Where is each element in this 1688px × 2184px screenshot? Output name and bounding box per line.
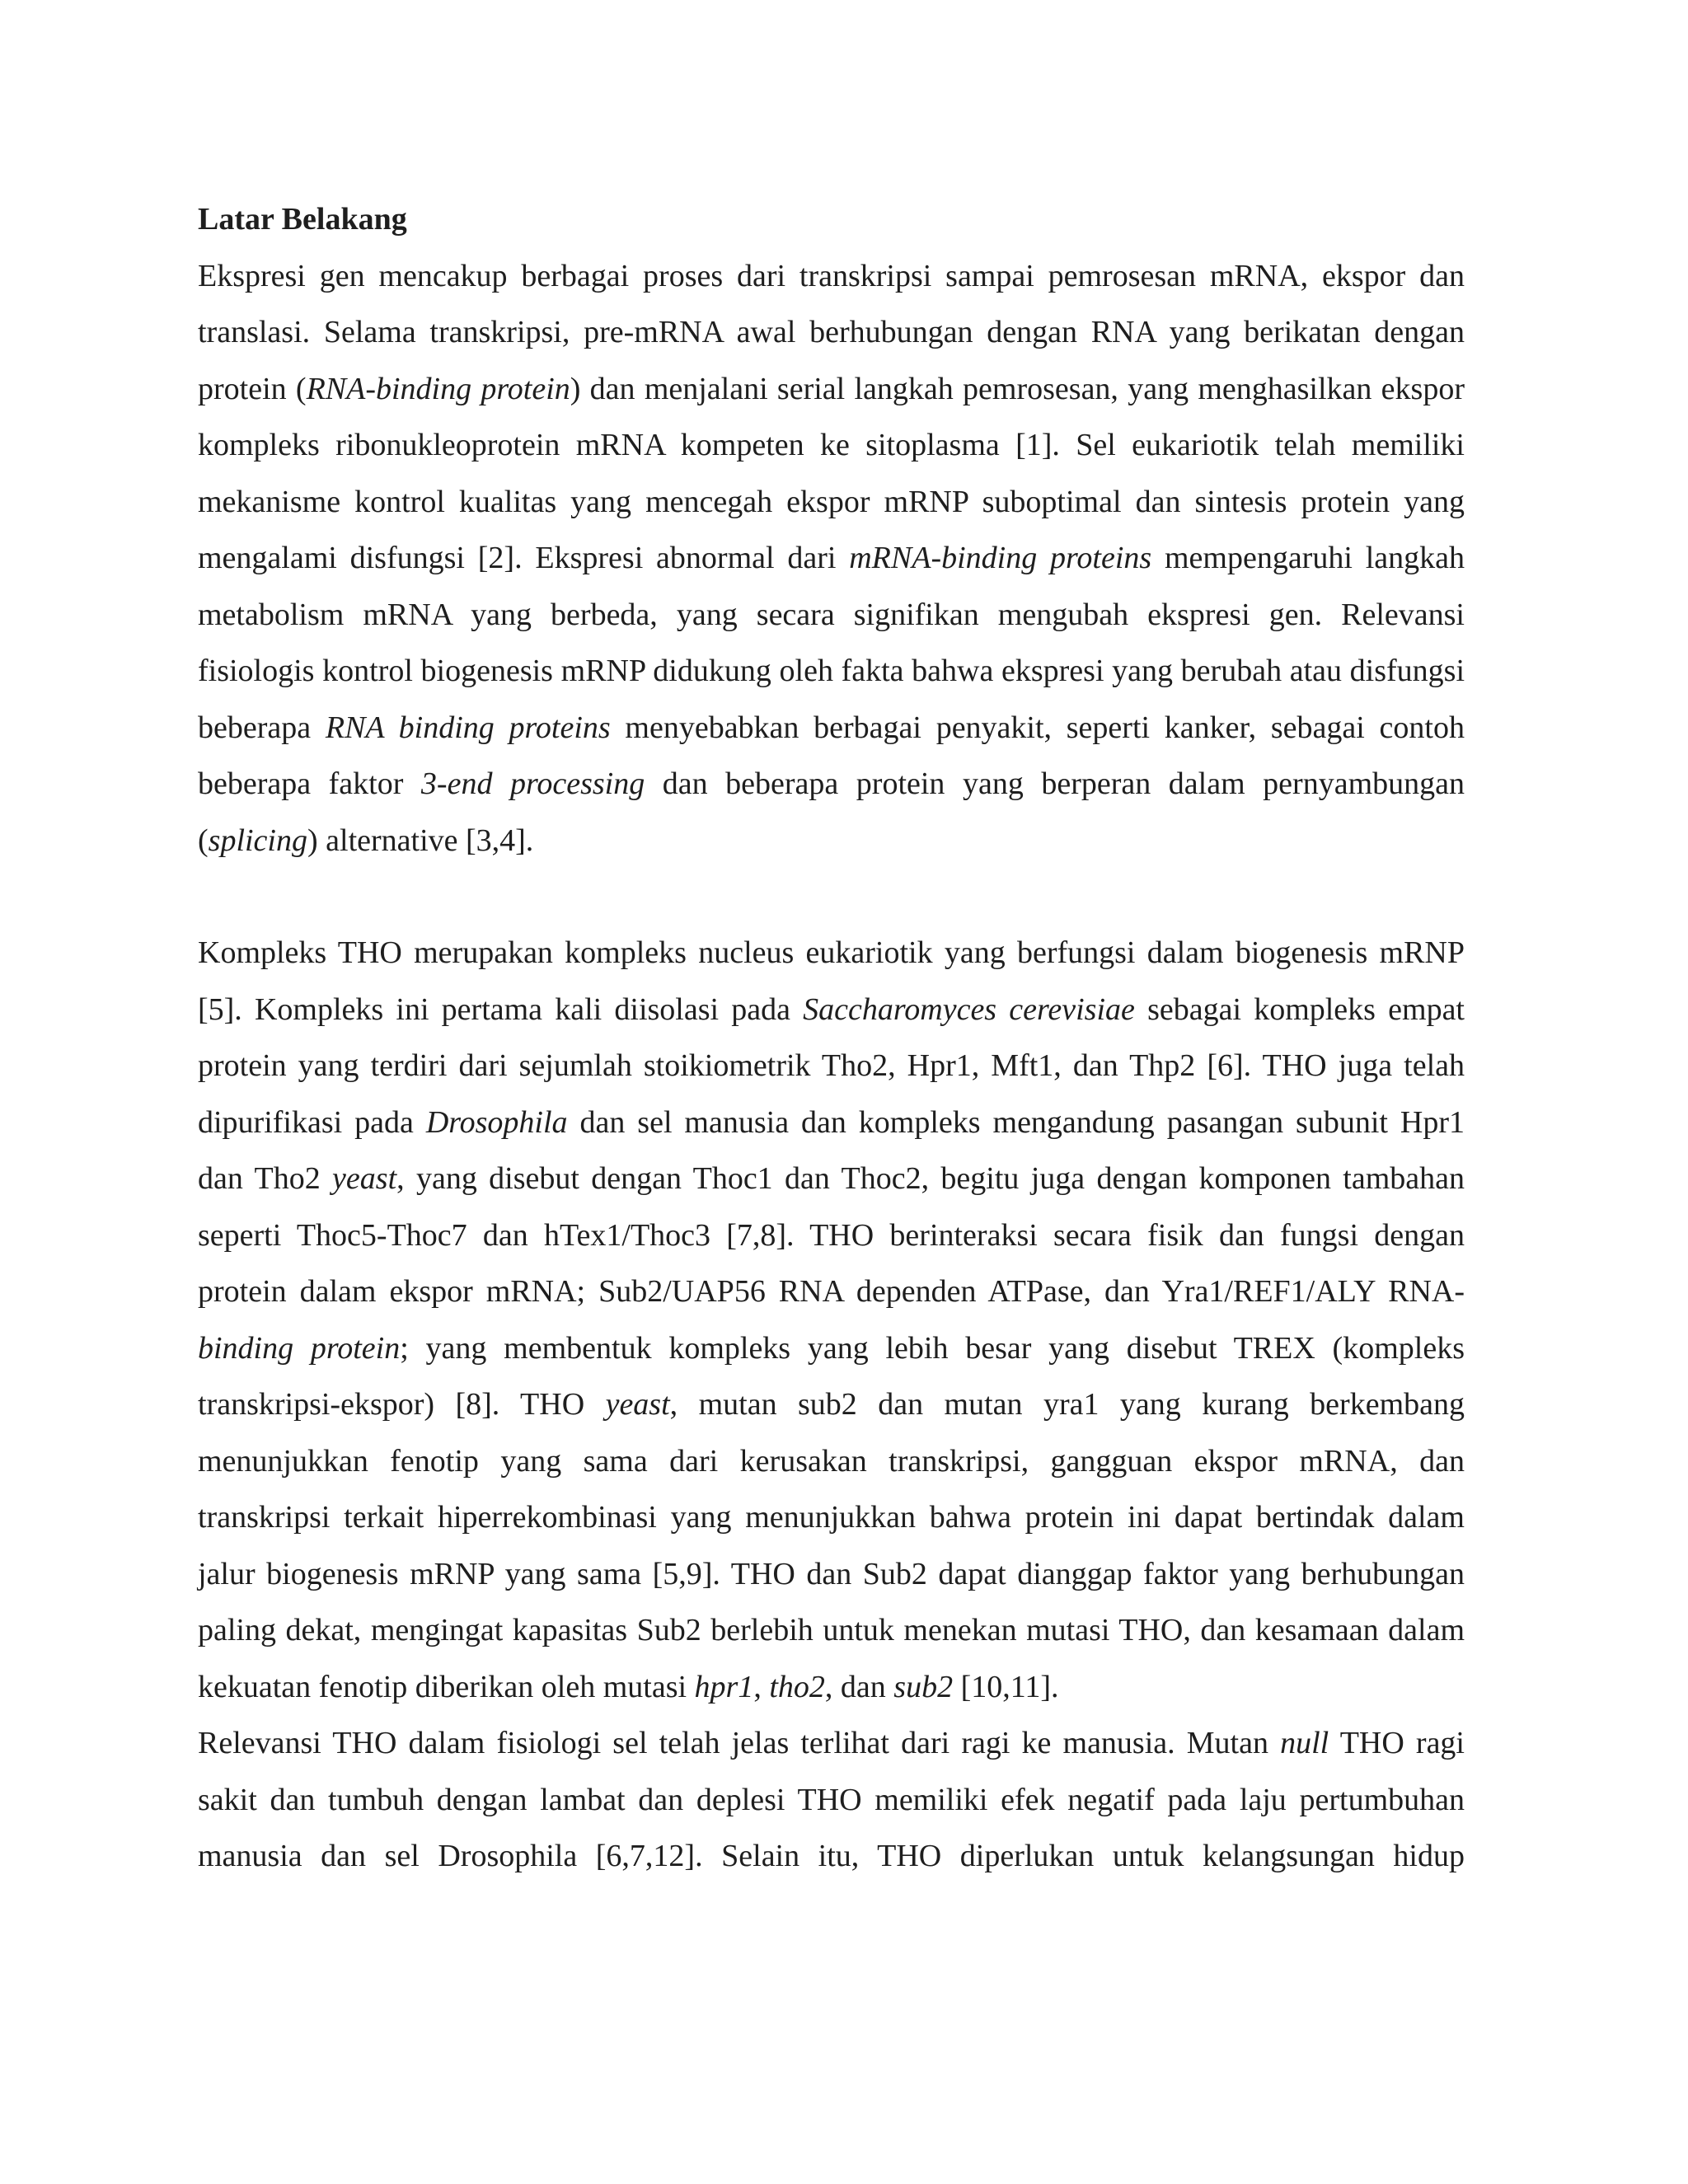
- text-run: Ekspresi gen mencakup berbagai proses dari transkripsi sampai pemrosesan mRNA, ekspor dan translasi. Selama transkripsi, pre-mRNA awal berhubungan dengan RNA yang berikatan dengan protein (: [198, 258, 1465, 406]
- text-run: dan beberapa protein yang berperan dalam pernyambungan (: [198, 766, 1465, 858]
- text-run: Kompleks THO merupakan kompleks nucleus eukariotik yang berfungsi dalam biogenesis mRNP [5]. Kompleks ini pertama kali diisolasi pada: [198, 935, 1465, 1027]
- italic-term: hpr1: [694, 1669, 754, 1704]
- italic-term: Drosophila: [425, 1104, 568, 1140]
- italic-term: 3-end processing: [420, 766, 645, 801]
- italic-term: RNA-binding protein: [306, 371, 570, 406]
- text-run: ,: [753, 1669, 770, 1704]
- italic-term: splicing: [208, 823, 307, 858]
- text-run: ) dan menjalani serial langkah pemrosesan, yang menghasilkan ekspor kompleks ribonukleoprotein mRNA kompeten ke sitoplasma [1]. Sel eukariotik telah memiliki mekanisme kontrol kualitas yang mencegah ekspor mRNP suboptimal dan sintesis protein yang mengalami disfungsi [2]. Ekspresi abnormal dari: [198, 371, 1465, 575]
- text-run: dan sel manusia dan kompleks mengandung pasangan subunit Hpr1 dan Tho2: [198, 1104, 1465, 1196]
- italic-term: binding protein: [198, 1330, 401, 1366]
- italic-term: sub2: [893, 1669, 954, 1704]
- text-run: menyebabkan berbagai penyakit, seperti kanker, sebagai contoh beberapa faktor: [198, 710, 1465, 801]
- paragraph-1: [198, 248, 1465, 869]
- italic-term: Saccharomyces cerevisiae: [803, 991, 1135, 1027]
- italic-term: null: [1280, 1726, 1329, 1760]
- italic-term: yeast: [605, 1387, 670, 1422]
- text-run: , yang disebut dengan Thoc1 dan Thoc2, begitu juga dengan komponen tambahan seperti Thoc5-Thoc7 dan hTex1/Thoc3 [7,8]. THO berinteraksi secara fisik dan fungsi dengan protein dalam ekspor mRNA; Sub2/UAP56 RNA dependen ATPase, dan Yra1/REF1/ALY RNA-: [198, 1161, 1465, 1309]
- paragraph-3: [198, 1715, 1465, 1885]
- text-run: , mutan sub2 dan mutan yra1 yang kurang berkembang menunjukkan fenotip yang sama dari kerusakan transkripsi, gangguan ekspor mRNA, dan transkripsi terkait hiperrekombinasi yang menunjukkan bahwa protein ini dapat bertindak dalam jalur biogenesis mRNP yang sama [5,9]. THO dan Sub2 dapat dianggap faktor yang berhubungan paling dekat, mengingat kapasitas Sub2 berlebih untuk menekan mutasi THO, dan kesamaan dalam kekuatan fenotip diberikan oleh mutasi: [198, 1387, 1465, 1704]
- document-page: [198, 191, 1465, 1885]
- text-run: sebagai kompleks empat protein yang terdiri dari sejumlah stoikiometrik Tho2, Hpr1, Mft1, dan Thp2 [6]. THO juga telah dipurifikasi pada: [198, 991, 1465, 1140]
- text-run: , dan: [824, 1669, 894, 1704]
- text-run: Relevansi THO dalam fisiologi sel telah jelas terlihat dari ragi ke manusia. Mutan: [198, 1726, 1281, 1760]
- italic-term: yeast: [332, 1161, 397, 1196]
- italic-term: RNA binding proteins: [325, 710, 611, 745]
- text-run: ; yang membentuk kompleks yang lebih besar yang disebut TREX (kompleks transkripsi-ekspor) [8]. THO: [198, 1330, 1465, 1422]
- italic-term: tho2: [769, 1669, 825, 1704]
- text-run: THO ragi sakit dan tumbuh dengan lambat dan deplesi THO memiliki efek negatif pada laju pertumbuhan manusia dan sel Drosophila [6,7,12]. Selain itu, THO diperlukan untuk kelangsungan hidup: [198, 1726, 1465, 1873]
- italic-term: mRNA-binding proteins: [849, 541, 1152, 575]
- text-run: ) alternative [3,4].: [307, 823, 534, 858]
- text-run: [10,11].: [953, 1669, 1059, 1704]
- paragraph-2: [198, 925, 1465, 1715]
- section-heading: Latar Belakang: [198, 202, 407, 237]
- paragraph-gap: [198, 869, 1465, 925]
- text-run: mempengaruhi langkah metabolism mRNA yang berbeda, yang secara signifikan mengubah ekspresi gen. Relevansi fisiologis kontrol biogenesis mRNP didukung oleh fakta bahwa ekspresi yang berubah atau disfungsi beberapa: [198, 541, 1465, 745]
